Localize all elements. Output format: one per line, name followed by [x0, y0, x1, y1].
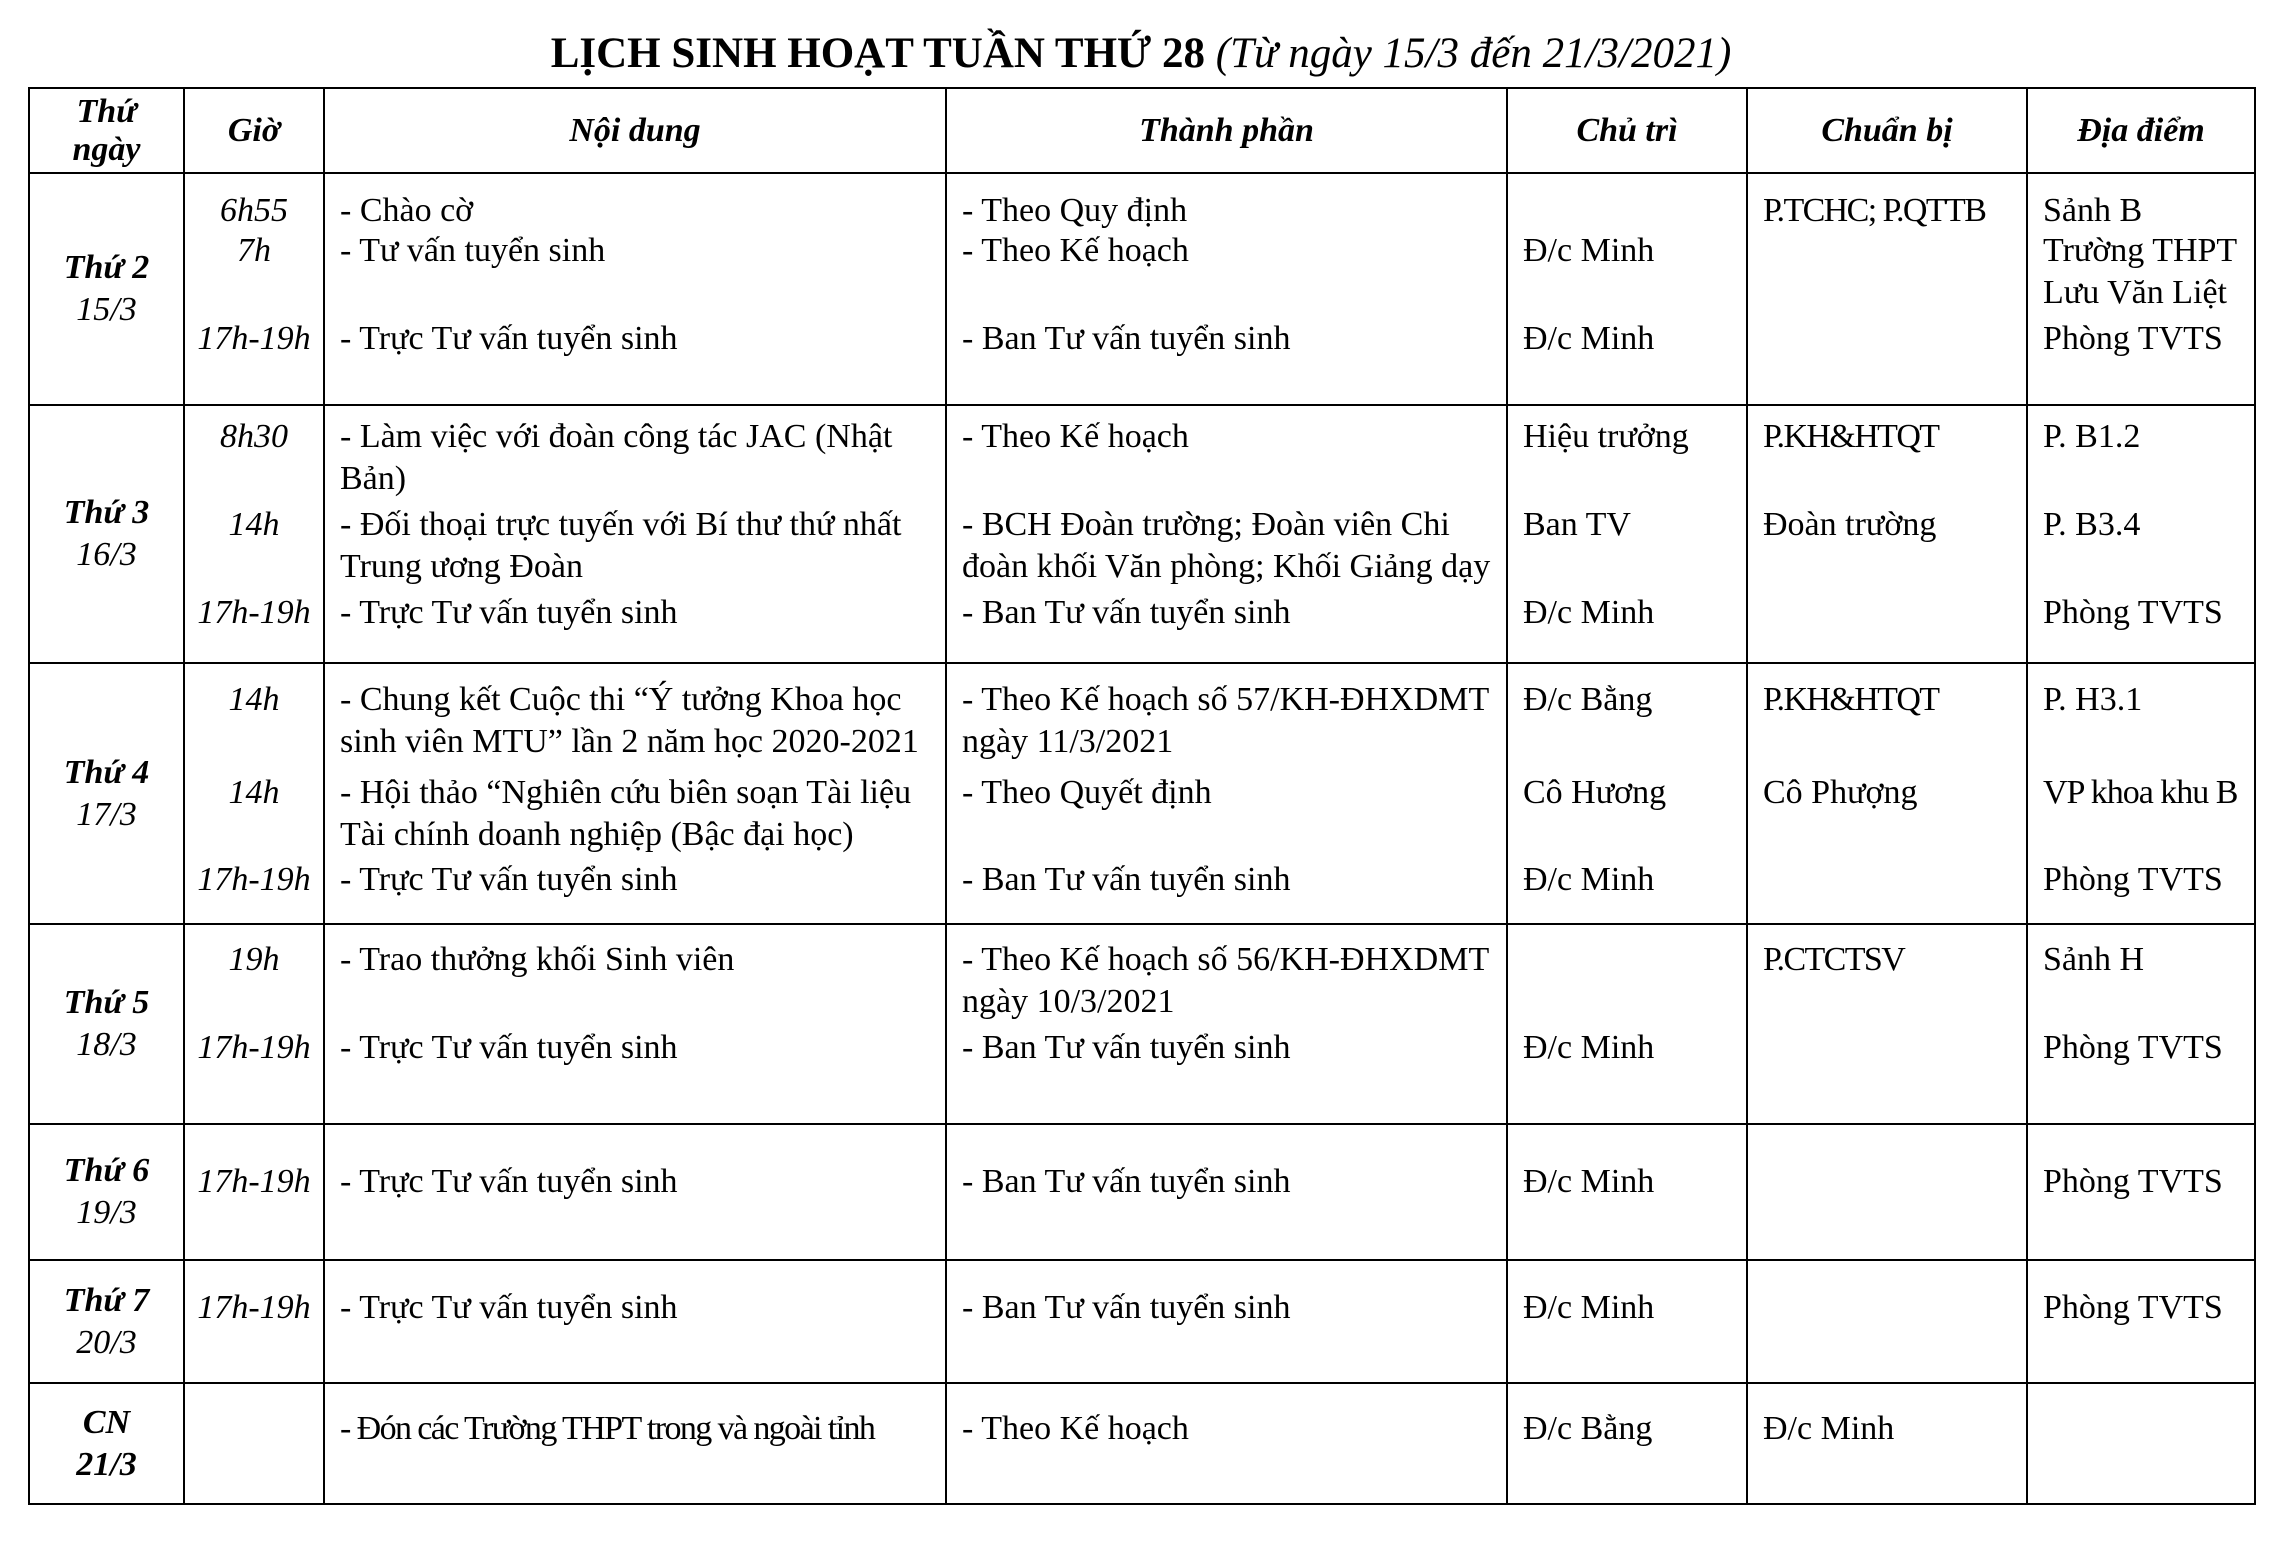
event-participants: - Theo Quyết định — [962, 774, 1212, 811]
day-cell — [29, 1124, 184, 1260]
event-content: - Trực Tư vấn tuyển sinh — [340, 1029, 678, 1066]
day-date: 18/3 — [76, 1026, 137, 1063]
event-chair: Đ/c Minh — [1523, 594, 1655, 631]
day-date: 15/3 — [76, 291, 137, 328]
day-name: Thứ 4 — [63, 753, 150, 791]
day-date: 16/3 — [76, 536, 137, 573]
day-cell — [29, 1383, 184, 1504]
event-location: Phòng TVTS — [2043, 861, 2223, 898]
event-prepare: Cô Phượng — [1763, 774, 1918, 811]
event-content: - Hội thảo “Nghiên cứu biên soạn Tài liệu Tài chính doanh nghiệp (Bậc đại học) — [340, 774, 912, 853]
event-location: P. H3.1 — [2043, 681, 2143, 718]
event-time: 17h-19h — [197, 861, 311, 898]
event-time: 19h — [228, 941, 280, 978]
event-prepare: Đ/c Minh — [1763, 1410, 1895, 1447]
event-location: Phòng TVTS — [2043, 594, 2223, 631]
header-chair: Chủ trì — [1507, 88, 1747, 173]
event-location: Sảnh H — [2043, 941, 2145, 978]
event-participants: - Theo Kế hoạch — [962, 418, 1189, 455]
event-prepare: P.CTCTSV — [1763, 941, 1905, 978]
day-name: Thứ 5 — [63, 984, 150, 1021]
event-content: - Tư vấn tuyển sinh — [340, 232, 606, 269]
day-row-sat — [29, 1260, 2255, 1383]
event-time: 8h30 — [220, 418, 288, 455]
event-content: - Đối thoại trực tuyến với Bí thư thứ nhất Trung ương Đoàn — [340, 506, 902, 585]
event-participants: - Theo Kế hoạch số 56/KH-ĐHXDMT ngày 10/3/2021 — [962, 941, 1489, 1020]
day-name: Thứ 6 — [63, 1152, 150, 1189]
day-date: 21/3 — [76, 1445, 137, 1483]
day-row-mon — [29, 173, 2255, 405]
header-prepare: Chuẩn bị — [1747, 88, 2027, 173]
event-time: 17h-19h — [197, 1289, 311, 1326]
event-participants: - Ban Tư vấn tuyển sinh — [962, 1029, 1291, 1066]
day-name: Thứ 7 — [63, 1281, 150, 1319]
day-row-tue — [29, 405, 2255, 663]
day-row-sun — [29, 1383, 2255, 1504]
day-name: Thứ 3 — [63, 494, 150, 531]
event-content: - Đón các Trường THPT trong và ngoài tỉnh — [340, 1410, 875, 1447]
event-chair: Đ/c Minh — [1523, 1163, 1655, 1200]
event-time: 6h55 — [220, 192, 288, 229]
event-chair: Đ/c Minh — [1523, 861, 1655, 898]
event-content: - Trao thưởng khối Sinh viên — [340, 941, 735, 978]
event-prepare: P.TCHC; P.QTTB — [1763, 192, 1986, 229]
event-participants: - BCH Đoàn trường; Đoàn viên Chi đoàn khối Văn phòng; Khối Giảng dạy — [962, 506, 1491, 585]
event-content: - Trực Tư vấn tuyển sinh — [340, 594, 678, 631]
event-chair: Đ/c Minh — [1523, 232, 1655, 269]
event-participants: - Ban Tư vấn tuyển sinh — [962, 594, 1291, 631]
event-participants: - Theo Kế hoạch — [962, 1410, 1189, 1447]
event-participants: - Ban Tư vấn tuyển sinh — [962, 320, 1291, 357]
event-chair: Đ/c Bằng — [1523, 1410, 1653, 1447]
event-time: 14h — [228, 681, 280, 718]
event-time: 17h-19h — [197, 594, 311, 631]
event-time: 17h-19h — [197, 1029, 311, 1066]
event-prepare: P.KH&HTQT — [1763, 418, 1939, 455]
day-date: 19/3 — [76, 1194, 137, 1231]
day-name: Thứ 2 — [63, 249, 150, 286]
title-date-range: (Từ ngày 15/3 đến 21/3/2021) — [1215, 30, 1732, 77]
event-content: - Trực Tư vấn tuyển sinh — [340, 1289, 678, 1326]
document-title — [0, 26, 2282, 82]
header-content: Nội dung — [324, 88, 946, 173]
event-chair: Đ/c Minh — [1523, 320, 1655, 357]
event-content: - Làm việc với đoàn công tác JAC (Nhật Bản) — [340, 418, 893, 497]
title-main: LỊCH SINH HOẠT TUẦN THỨ 28 — [550, 30, 1206, 77]
event-participants: - Theo Kế hoạch — [962, 232, 1189, 269]
day-cell — [29, 924, 184, 1124]
header-location: Địa điểm — [2027, 88, 2255, 173]
event-time: 14h — [228, 506, 280, 543]
event-content: - Chào cờ — [340, 192, 474, 229]
event-location: Phòng TVTS — [2043, 320, 2223, 357]
event-location: Sảnh B — [2043, 192, 2143, 229]
event-time: 7h — [237, 232, 271, 269]
header-row — [29, 88, 2255, 173]
event-participants: - Theo Kế hoạch số 57/KH-ĐHXDMT ngày 11/3/2021 — [962, 681, 1489, 760]
event-location: P. B3.4 — [2043, 506, 2141, 543]
event-participants: - Ban Tư vấn tuyển sinh — [962, 1289, 1291, 1326]
event-location: Phòng TVTS — [2043, 1029, 2223, 1066]
event-content: - Trực Tư vấn tuyển sinh — [340, 861, 678, 898]
event-time: 17h-19h — [197, 1163, 311, 1200]
day-row-fri — [29, 1124, 2255, 1260]
event-chair: Đ/c Minh — [1523, 1289, 1655, 1326]
header-day: Thứ ngày — [29, 88, 184, 173]
day-date: 20/3 — [76, 1323, 137, 1361]
event-prepare: P.KH&HTQT — [1763, 681, 1939, 718]
event-participants: - Theo Quy định — [962, 192, 1188, 229]
day-cell — [29, 173, 184, 405]
event-participants: - Ban Tư vấn tuyển sinh — [962, 861, 1291, 898]
header-time: Giờ — [184, 88, 324, 173]
event-time: 17h-19h — [197, 320, 311, 357]
day-row-wed — [29, 663, 2255, 924]
event-chair: Ban TV — [1523, 506, 1631, 543]
event-chair: Đ/c Bằng — [1523, 681, 1653, 718]
event-content: - Trực Tư vấn tuyển sinh — [340, 320, 678, 357]
event-chair: Hiệu trưởng — [1523, 418, 1689, 455]
day-row-thu — [29, 924, 2255, 1124]
day-cell — [29, 663, 184, 924]
event-time: 14h — [228, 774, 280, 811]
event-prepare: Đoàn trường — [1763, 506, 1937, 543]
event-location: Trường THPT Lưu Văn Liệt — [2043, 232, 2237, 311]
event-chair: Đ/c Minh — [1523, 1029, 1655, 1066]
event-location: Phòng TVTS — [2043, 1289, 2223, 1326]
event-content: - Chung kết Cuộc thi “Ý tưởng Khoa học sinh viên MTU” lần 2 năm học 2020-2021 — [340, 681, 919, 760]
event-location: VP khoa khu B — [2043, 774, 2238, 811]
day-date: 17/3 — [76, 795, 137, 833]
header-participants: Thành phần — [946, 88, 1507, 173]
event-participants: - Ban Tư vấn tuyển sinh — [962, 1163, 1291, 1200]
day-name: CN — [82, 1403, 131, 1441]
day-cell — [29, 1260, 184, 1383]
schedule-table — [28, 87, 2256, 1505]
event-location: P. B1.2 — [2043, 418, 2141, 455]
event-chair: Cô Hương — [1523, 774, 1667, 811]
day-cell — [29, 405, 184, 663]
event-content: - Trực Tư vấn tuyển sinh — [340, 1163, 678, 1200]
event-location: Phòng TVTS — [2043, 1163, 2223, 1200]
